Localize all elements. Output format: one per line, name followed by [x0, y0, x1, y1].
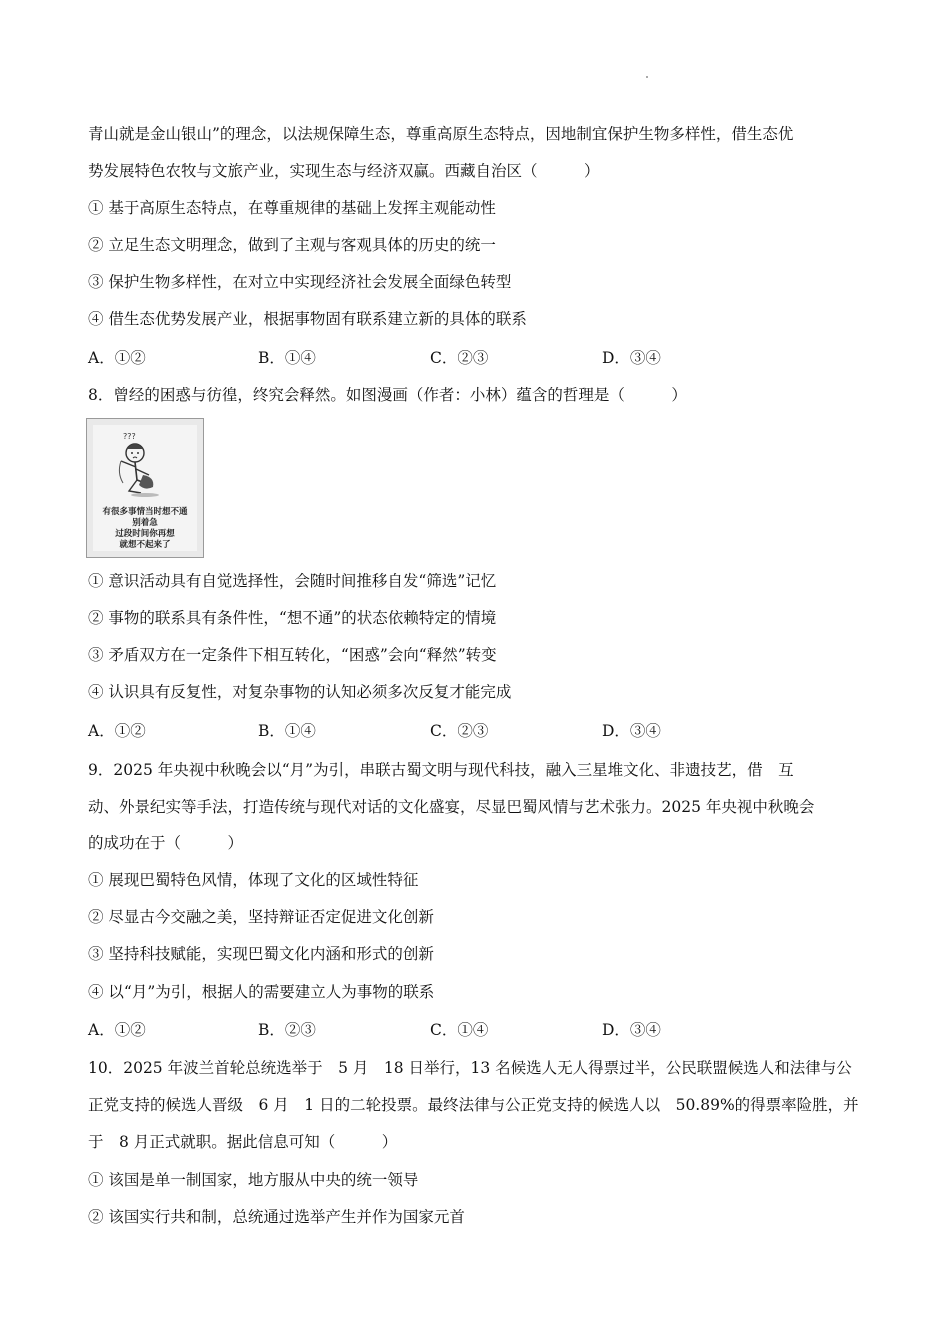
cartoon-caption-line-4: 就想不起来了 — [119, 540, 171, 550]
q9-option-b[interactable]: B．②③ — [258, 1021, 316, 1039]
q9-item-3: ③ 坚持科技赋能，实现巴蜀文化内涵和形式的创新 — [88, 945, 434, 963]
q8-option-b[interactable]: B．①④ — [258, 722, 316, 740]
q9-item-4: ④ 以“月”为引，根据人的需要建立人为事物的联系 — [88, 983, 435, 1001]
q9-stem-line-3: 的成功在于（ ） — [88, 834, 244, 852]
q7-option-a[interactable]: A．①② — [88, 349, 146, 367]
cartoon-caption-line-1: 有很多事情当时想不通 — [102, 507, 188, 517]
q10-item-1: ① 该国是单一制国家，地方服从中央的统一领导 — [88, 1171, 419, 1189]
q9-stem-line-2: 动、外景纪实等手法，打造传统与现代对话的文化盛宴，尽显巴蜀风情与艺术张力。2025 年央视中秋晚会 — [88, 798, 815, 816]
q9-option-a[interactable]: A．①② — [88, 1021, 146, 1039]
q7-item-2: ② 立足生态文明理念，做到了主观与客观具体的历史的统一 — [88, 236, 496, 254]
q8-option-c[interactable]: C．②③ — [430, 722, 489, 740]
q7-item-1: ① 基于高原生态特点，在尊重规律的基础上发挥主观能动性 — [88, 199, 496, 217]
cartoon-figure — [93, 425, 199, 505]
q7-item-4: ④ 借生态优势发展产业，根据事物固有联系建立新的具体的联系 — [88, 310, 527, 328]
q10-stem-line-3: 于 8 月正式就职。据此信息可知（ ） — [88, 1133, 398, 1151]
scan-speck — [646, 76, 648, 78]
q7-option-c[interactable]: C．②③ — [430, 349, 489, 367]
q7-stem-line-2: 势发展特色农牧与文旅产业，实现生态与经济双赢。西藏自治区（ ） — [88, 162, 600, 180]
q9-option-c[interactable]: C．①④ — [430, 1021, 489, 1039]
cartoon-image — [86, 418, 204, 558]
q7-stem-line-1: 青山就是金山银山”的理念，以法规保障生态，尊重高原生态特点，因地制宜保护生物多样性，借生态优 — [88, 125, 794, 143]
q8-item-1: ① 意识活动具有自觉选择性，会随时间推移自发“筛选”记忆 — [88, 572, 497, 590]
q7-item-3: ③ 保护生物多样性，在对立中实现经济社会发展全面绿色转型 — [88, 273, 512, 291]
q8-item-3: ③ 矛盾双方在一定条件下相互转化，“困惑”会向“释然”转变 — [88, 646, 497, 664]
q9-option-d[interactable]: D．③④ — [602, 1021, 661, 1039]
q9-item-2: ② 尽显古今交融之美，坚持辩证否定促进文化创新 — [88, 908, 434, 926]
q8-stem: 8．曾经的困惑与彷徨，终究会释然。如图漫画（作者：小林）蕴含的哲理是（ ） — [88, 386, 687, 404]
q10-stem-line-2: 正党支持的候选人晋级 6 月 1 日的二轮投票。最终法律与公正党支持的候选人以 50.89%的得票率险胜，并 — [88, 1096, 859, 1114]
q9-stem-line-1: 9．2025 年央视中秋晚会以“月”为引，串联古蜀文明与现代科技，融入三星堆文化、非遗技艺，借 互 — [88, 761, 794, 779]
q10-stem-line-1: 10．2025 年波兰首轮总统选举于 5 月 18 日举行，13 名候选人无人得票过半，公民联盟候选人和法律与公 — [88, 1059, 852, 1077]
q8-item-2: ② 事物的联系具有条件性，“想不通”的状态依赖特定的情境 — [88, 609, 497, 627]
q7-option-b[interactable]: B．①④ — [258, 349, 316, 367]
q8-option-d[interactable]: D．③④ — [602, 722, 661, 740]
cartoon-caption-line-2: 别着急 — [132, 518, 158, 528]
q9-item-1: ① 展现巴蜀特色风情，体现了文化的区域性特征 — [88, 871, 419, 889]
cartoon-caption — [99, 507, 191, 551]
cartoon-bubble: ??? — [123, 432, 136, 441]
cartoon-caption-line-3: 过段时间你再想 — [115, 529, 175, 539]
q7-option-d[interactable]: D．③④ — [602, 349, 661, 367]
q10-item-2: ② 该国实行共和制，总统通过选举产生并作为国家元首 — [88, 1208, 465, 1226]
q8-item-4: ④ 认识具有反复性，对复杂事物的认知必须多次反复才能完成 — [88, 683, 512, 701]
q8-option-a[interactable]: A．①② — [88, 722, 146, 740]
